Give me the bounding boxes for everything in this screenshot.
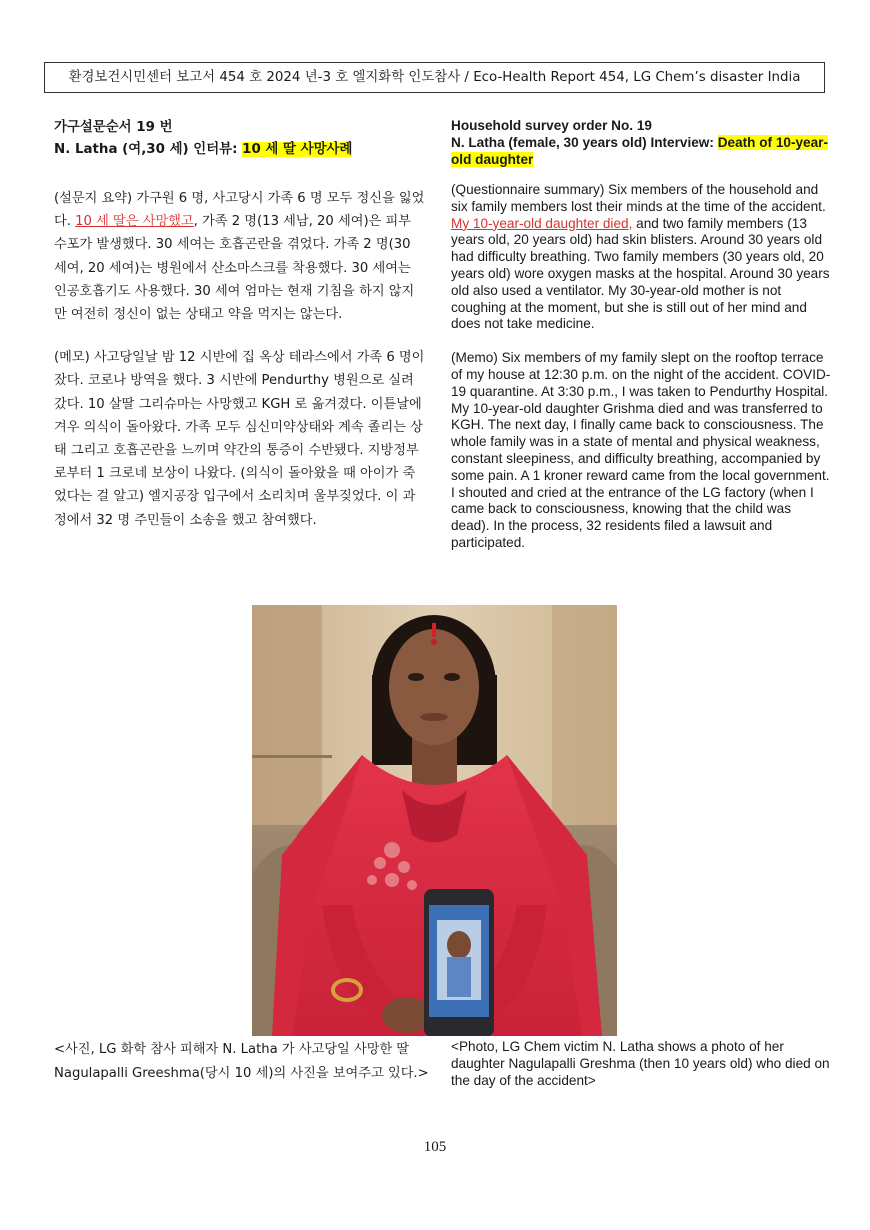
korean-memo: (메모) 사고당일날 밤 12 시반에 집 옥상 테라스에서 가족 6 명이 잤다. 코로나 방역을 했다. 3 시반에 Pendurthy 병원으로 실려갔다. 10 살딸 그리슈마는 사망했고 KGH 로 옮겨졌다. 이튿날에 겨우 의식이 돌아왔다. 가족 모두 심신미약상태와 계속 졸리는 상태 그리고 호흡곤란을 느끼며 약간의 통증이 수반됐다. 지방정부로부터 1 크로네 보상이 나왔다. (의식이 돌아왔을 때 아이가 죽었다는 걸 알고) 엘지공장 입구에서 소리치며 울부짖었다. 이 과정에서 32 명 주민들이 소송을 했고 참여했다. [54, 350, 425, 528]
page-number: 105 [423, 1139, 447, 1155]
korean-title-prefix: N. Latha (여,30 세) 인터뷰: [54, 142, 243, 157]
korean-title-line2 [54, 139, 426, 161]
english-summary [451, 182, 831, 333]
english-title-line1: Household survey order No. 19 [451, 118, 652, 133]
english-photo-caption: <Photo, LG Chem victim N. Latha shows a photo of her daughter Nagulapalli Greshma (then 10 years old) who died on the day of the accident> [451, 1039, 830, 1088]
english-title-line2 [451, 134, 831, 168]
english-summary-prefix: (Questionnaire summary) Six members of the household and six family members lost their minds at the time of the accident. [451, 182, 826, 214]
korean-title-highlight: 10 세 딸 사망사례 [242, 142, 353, 157]
english-summary-red: My 10-year-old daughter died, [451, 215, 633, 231]
english-title-highlight: Death of 10-year-old daughter [451, 135, 828, 167]
korean-summary-red: 10 세 딸은 사망했고 [75, 214, 194, 230]
victim-photo [252, 605, 617, 1036]
korean-title-line1: 가구설문순서 19 번 [54, 120, 173, 135]
korean-column [54, 117, 426, 532]
english-memo: (Memo) Six members of my family slept on the rooftop terrace of my house at 12:30 p.m. on the night of the accident. COVID-19 quarantine. At 3:30 p.m., I was taken to Pendurthy Hospital. My 10-year-old daughter Grishma died and was transferred to KGH. The next day, I finally came back to consciousness. The whole family was in a state of mental and physical weakness, constant sleepiness, and difficulty breathing, accompanied by some pain. A 1 kroner reward came from the local government. I shouted and cried at the entrance of the LG factory (when I came back to consciousness, knowing that the child was dead). In the process, 32 residents filed a lawsuit and participated. [451, 350, 831, 550]
report-header-text: 환경보건시민센터 보고서 454 호 2024 년-3 호 엘지화학 인도참사 / Eco-Health Report 454, LG Chem’s disaster India [68, 70, 801, 85]
korean-summary-suffix: , 가족 2 명(13 세남, 20 세여)은 피부 수포가 발생했다. 30 세여는 호흡곤란을 겪었다. 가족 2 명(30 세여, 20 세여)는 병원에서 산소마스크를 착용했다. 30 세여는 인공호흡기도 사용했다. 30 세여 엄마는 현재 기침을 하지 않지만 여전히 정신이 없는 상태고 약을 먹지는 않는다. [54, 214, 415, 323]
report-header [44, 62, 825, 93]
english-summary-suffix: and two family members (13 years old, 20 years old) had skin blisters. Around 30 years old had difficulty breathing. Two family members (30 years old, 20 years old) wore oxygen masks at the hospital. Around 30 years old also used a ventilator. My 30-year-old mother is not coughing at the moment, but she is still out of her mind and does not take medicine. [451, 215, 830, 332]
korean-photo-caption: <사진, LG 화학 참사 피해자 N. Latha 가 사고당일 사망한 딸 Nagulapalli Greeshma(당시 10 세)의 사진을 보여주고 있다.> [54, 1042, 429, 1081]
english-title-prefix: N. Latha (female, 30 years old) Interview: [451, 135, 718, 150]
korean-summary [54, 187, 426, 326]
korean-summary-prefix: (설문지 요약) 가구원 6 명, 사고당시 가족 6 명 모두 정신을 잃었다. [54, 191, 425, 230]
english-column [451, 117, 831, 552]
